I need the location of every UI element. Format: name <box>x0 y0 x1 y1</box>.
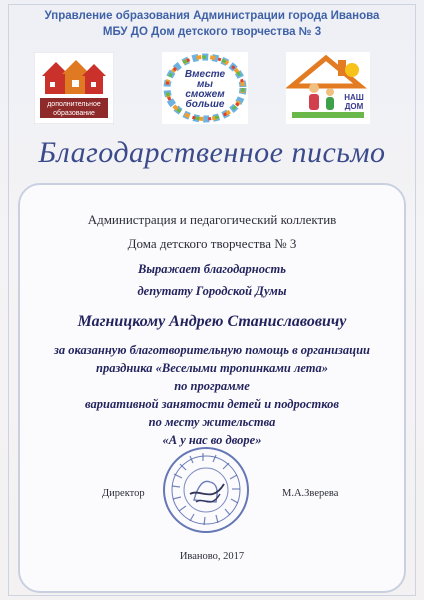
logo-center-text-3: сможем <box>185 89 225 100</box>
additional-education-logo <box>34 52 114 124</box>
body-line-6: за оказанную благотворительную помощь в организации <box>53 343 371 357</box>
together-logo <box>162 52 248 124</box>
logo-center-text-4: больше <box>185 99 225 110</box>
body-line-7: праздника «Веселыми тропинками лета» <box>96 361 328 375</box>
official-seal <box>160 444 252 536</box>
body-line-9: вариативной занятости детей и подростков <box>85 397 339 411</box>
header-line-2: МБУ ДО Дом детского творчества № 3 <box>102 26 322 38</box>
document-title: Благодарственное письмо <box>38 136 386 169</box>
signature-role: Директор <box>102 488 145 499</box>
body-line-10: по месту жительства <box>148 415 276 429</box>
logo-right-text-1: НАШ <box>344 93 364 102</box>
body-line-2: Дома детского творчества № 3 <box>127 236 297 251</box>
our-home-logo <box>286 52 370 124</box>
body-line-8: по программе <box>174 379 250 393</box>
body-line-3: Выражает благодарность <box>138 262 286 276</box>
logo-left-text-1: дополнительное <box>47 101 101 108</box>
logo-center-text-1: Вместе <box>184 69 226 80</box>
recipient-name: Магницкому Андрею Станиславовичу <box>77 313 347 330</box>
body-line-4: депутату Городской Думы <box>137 284 287 298</box>
logo-right-text-2: ДОМ <box>344 102 364 111</box>
logo-center-text-2: мы <box>197 79 213 90</box>
logo-left-text-2: образование <box>53 110 95 117</box>
header-line-1: Управление образования Администрации города Иванова <box>44 10 380 22</box>
header <box>0 8 424 40</box>
signature-name: М.А.Зверева <box>282 488 339 499</box>
body-line-1: Администрация и педагогический коллектив <box>87 212 337 227</box>
place-date: Иваново, 2017 <box>179 551 245 562</box>
body-line-11: «А у нас во дворе» <box>162 433 262 447</box>
